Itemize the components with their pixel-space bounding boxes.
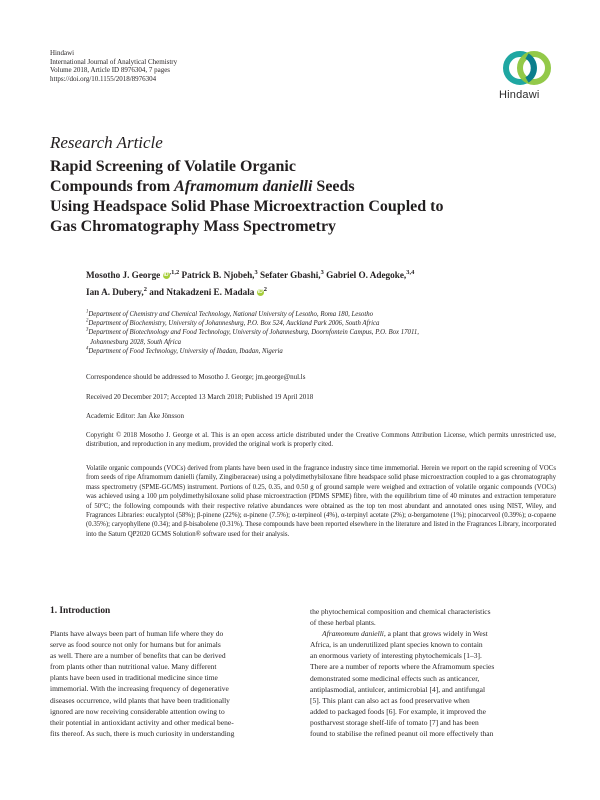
left-column bbox=[50, 628, 294, 739]
affiliation-1-number: 1 bbox=[86, 309, 89, 315]
author-george-affil: ,1,2 bbox=[169, 268, 180, 276]
affiliation-3-text: Department of Biotechnology and Food Technology, University of Johannesburg, Doornfontein Campus, P.O. Box 17011, bbox=[88, 329, 419, 337]
orcid-icon[interactable]: iD bbox=[163, 272, 169, 279]
author-dubery[interactable]: Ian A. Dubery, bbox=[86, 287, 144, 297]
right-col-line: There are a number of reports where the Aframomum species bbox=[310, 662, 495, 672]
right-col-line: antiplasmodial, antiulcer, antimicrobial [4], and antifungal bbox=[310, 684, 486, 694]
orcid-icon[interactable]: iD bbox=[257, 289, 263, 296]
right-col-para-start bbox=[310, 628, 556, 639]
title-line-2-end: Seeds bbox=[312, 178, 355, 195]
author-george[interactable]: Mosotho J. George bbox=[86, 270, 161, 280]
right-column bbox=[310, 606, 556, 739]
left-col-line: Plants have always been part of human life where they do bbox=[50, 629, 224, 638]
right-col-line: an enormous variety of interesting phytochemicals [1–3]. bbox=[310, 651, 482, 661]
hindawi-logo-icon bbox=[501, 48, 553, 88]
publisher-name: Hindawi bbox=[50, 49, 75, 57]
author-adegoke[interactable]: Gabriel O. Adegoke, bbox=[323, 270, 407, 280]
left-col-line: fits thereof. As such, there is much curiosity in understanding bbox=[50, 728, 235, 738]
right-col-line: Africa, is an underutilized plant species known to contain bbox=[310, 640, 483, 650]
affiliation-4-number: 4 bbox=[86, 346, 89, 352]
author-line-1 bbox=[86, 268, 556, 282]
author-gbashi-affil: 3 bbox=[320, 268, 324, 276]
correspondence: Correspondence should be addressed to Mosotho J. George; jm.george@nul.ls bbox=[86, 373, 306, 381]
title-species-name: Aframomum danielli bbox=[174, 178, 313, 195]
author-line-2 bbox=[86, 285, 556, 299]
affiliation-2-number: 2 bbox=[86, 318, 89, 324]
title-line-4: Gas Chromatography Mass Spectrometry bbox=[50, 218, 337, 235]
affiliation-3-cont: Johannesburg 2028, South Africa bbox=[90, 338, 181, 346]
species-name-italic: Aframomum danielli bbox=[322, 629, 384, 639]
affiliation-3 bbox=[86, 328, 556, 337]
right-col-line: [5]. This plant can also act as food preservative when bbox=[310, 695, 470, 705]
title-line-1: Rapid Screening of Volatile Organic bbox=[50, 158, 296, 175]
affiliation-4-text: Department of Food Technology, University of Ibadan, Ibadan, Nigeria bbox=[88, 347, 283, 355]
affiliation-2-text: Department of Biochemistry, University of Johannesburg, P.O. Box 524, Auckland Park 2006, South Africa bbox=[88, 320, 380, 328]
left-col-line: their potential in antioxidant activity and other medical bene- bbox=[50, 717, 234, 727]
author-njobeh-affil: 3 bbox=[254, 268, 258, 276]
left-col-line: immemorial. With the increasing frequency of degenerative bbox=[50, 684, 229, 694]
affiliation-3-number: 3 bbox=[86, 328, 89, 334]
left-col-line: serve as food source not only for humans but for animals bbox=[50, 640, 221, 650]
academic-editor: Academic Editor: Jan Åke Jönsson bbox=[86, 412, 184, 420]
right-col-line: added to packaged foods [6]. For example, it improved the bbox=[310, 706, 486, 716]
article-title bbox=[50, 157, 443, 237]
affiliations bbox=[86, 310, 556, 356]
author-list bbox=[86, 268, 556, 299]
publication-dates: Received 20 December 2017; Accepted 13 March 2018; Published 19 April 2018 bbox=[86, 393, 314, 401]
right-col-line: the phytochemical composition and chemical characteristics bbox=[310, 607, 491, 616]
author-njobeh[interactable]: Patrick B. Njobeh, bbox=[179, 270, 255, 280]
right-col-line: found to stabilise the refined peanut oil more effectively than bbox=[310, 729, 494, 739]
author-madala[interactable]: and Ntakadzeni E. Madala bbox=[146, 287, 255, 297]
affiliation-2 bbox=[86, 319, 556, 328]
affiliation-1-text: Department of Chemistry and Chemical Technology, National University of Lesotho, Roma 180, Lesotho bbox=[88, 311, 374, 318]
author-dubery-affil: 2 bbox=[143, 285, 147, 293]
right-col-line: of these herbal plants. bbox=[310, 618, 376, 628]
left-col-line: from plants other than nutritional value. Many different bbox=[50, 662, 217, 672]
author-adegoke-affil: 3,4 bbox=[406, 268, 415, 276]
right-col-line: postharvest storage shelf-life of tomato [7] and has been bbox=[310, 717, 479, 727]
copyright-notice: Copyright © 2018 Mosotho J. George et al. This is an open access article distributed under the Creative Commons Attribution License, which permits unrestricted use, distribution, and reproduction in any medium, provided the original work is properly cited. bbox=[86, 432, 556, 449]
hindawi-logo bbox=[497, 48, 557, 108]
left-col-line: as well. There are a number of benefits that can be derived bbox=[50, 651, 226, 661]
left-col-line: ignored are now receiving considerable attention owing to bbox=[50, 706, 225, 716]
volume-info: Volume 2018, Article ID 8976304, 7 pages bbox=[50, 66, 171, 75]
abstract: Volatile organic compounds (VOCs) derived from plants have been used in the fragrance industry since time immemorial. Herein we report on the rapid screening of VOCs from seeds of ripe Aframomum danielli (family, Zingiberaceae) using a polydimethylsiloxane fibre headspace solid phase microextraction coupled to a gas chromatography mass spectrometry (SPME-GC/MS) instrument. Portions of 0.25, 0.35, and 0.50 g of ground sample were weighed and extraction of volatile organic compounds (VOCs) was achieved using a 100 µm polydimethylsiloxane solid phase microextraction (PDMS SPME) fibre, with the equilibrium time of 40 minutes and extraction temperature of 50°C; the following compounds with their respective relative abundances were obtained as the top ten most abundant and annotated ones using NIST, Wiley, and Fragrances Libraries: eucalyptol (58%); β-pinene (22%); α-pinene (7.5%); α-terpineol (4%), α-terpinyl acetate (2%); α-bergamotene (1%); pinocarveol (0.39%); α-copaene (0.35%); caryophyllene (0.34); and β-bisabolene (0.31%). These compounds have been reported elsewhere in the literature and listed in the Fragrances Library, incorporated into the Saturn QP2020 GCMS Solution® software used for their analysis. bbox=[86, 465, 556, 538]
affiliation-4 bbox=[86, 347, 556, 356]
left-col-line: diseases occurrence, wild plants that have been traditionally bbox=[50, 695, 230, 705]
article-type: Research Article bbox=[50, 133, 163, 152]
left-col-line: plants have been used in traditional medicine since time bbox=[50, 673, 218, 683]
hindawi-logo-text: Hindawi bbox=[499, 89, 540, 101]
right-col-line: demonstrated some medicinal effects such as anticancer, bbox=[310, 673, 480, 683]
journal-header bbox=[50, 49, 177, 83]
title-line-2 bbox=[50, 177, 443, 197]
author-madala-affil: 2 bbox=[263, 285, 267, 293]
journal-name: International Journal of Analytical Chemistry bbox=[50, 57, 178, 66]
section-heading-introduction: 1. Introduction bbox=[50, 606, 111, 616]
title-line-2-start: Compounds from bbox=[50, 178, 175, 195]
author-gbashi[interactable]: Sefater Gbashi, bbox=[257, 270, 321, 280]
right-col-para-start-rest: , a plant that grows widely in West bbox=[383, 629, 488, 639]
doi-link[interactable]: https://doi.org/10.1155/2018/8976304 bbox=[50, 74, 157, 83]
title-line-3: Using Headspace Solid Phase Microextraction Coupled to bbox=[50, 198, 444, 215]
affiliation-1 bbox=[86, 310, 556, 319]
